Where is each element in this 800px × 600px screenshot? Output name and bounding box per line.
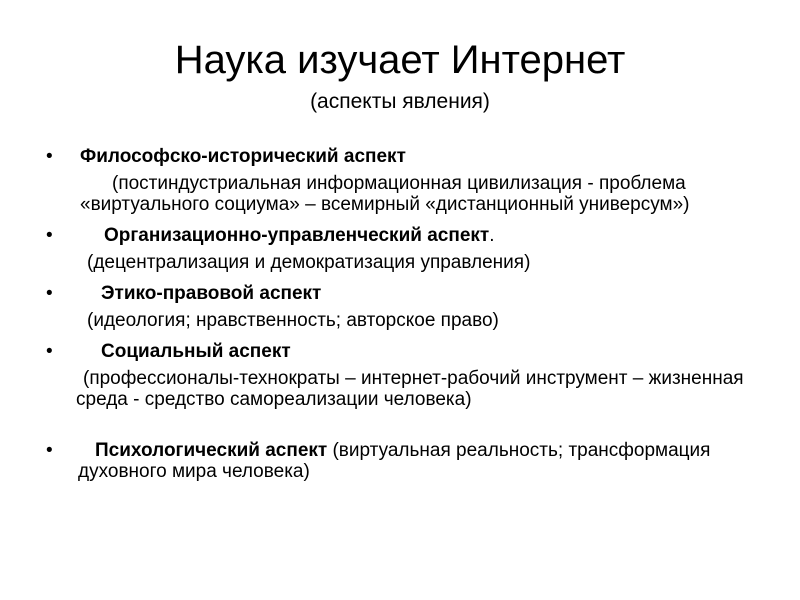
- aspect-description: (децентрализация и демократизация управления): [87, 252, 531, 273]
- list-item: [46, 225, 746, 273]
- aspect-description: (постиндустриальная информационная цивилизация - проблема «виртуального социума» – всемирный «дистанционный универсум»): [80, 173, 690, 215]
- aspect-description: (идеология; нравственность; авторское право): [87, 310, 499, 331]
- aspect-heading: Психологический аспект: [95, 440, 328, 461]
- aspect-heading: Социальный аспект: [101, 341, 291, 362]
- bullet-icon: •: [46, 440, 53, 461]
- slide-title: Наука изучает Интернет: [174, 38, 626, 82]
- list-item: [46, 283, 746, 331]
- bullet-icon: •: [46, 146, 53, 167]
- list-item: [46, 440, 746, 482]
- slide-subtitle: (аспекты явления): [310, 90, 490, 113]
- list-item: [46, 341, 746, 410]
- aspects-list: [46, 146, 746, 482]
- bullet-icon: •: [46, 225, 53, 246]
- aspect-heading: Организационно-управленческий аспект: [104, 225, 490, 246]
- aspect-description: (профессионалы-технократы – интернет-рабочий инструмент – жизненная среда - средство самореализации человека): [76, 368, 744, 410]
- aspect-heading: Философско-исторический аспект: [80, 146, 406, 167]
- aspect-heading-suffix: .: [489, 225, 495, 246]
- aspect-heading: Этико-правовой аспект: [101, 283, 322, 304]
- bullet-icon: •: [46, 341, 53, 362]
- aspect-description: (виртуальная реальность; трансформация духовного мира человека): [78, 440, 711, 482]
- bullet-icon: •: [46, 283, 53, 304]
- list-item: [46, 146, 746, 215]
